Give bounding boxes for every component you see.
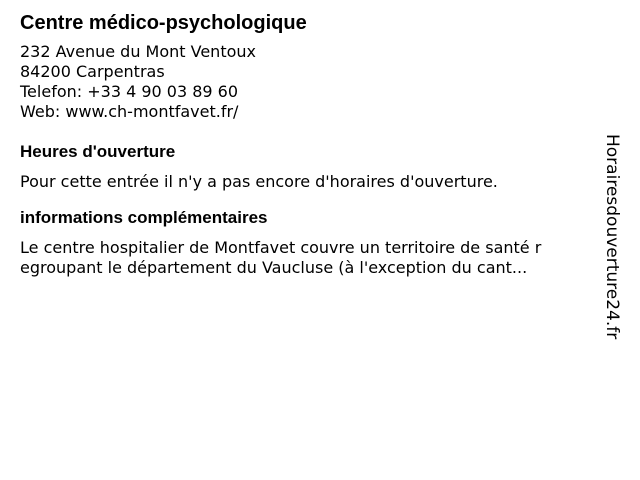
additional-info-text	[20, 238, 595, 278]
site-brand-vertical: Horairesdouverture24.fr	[602, 134, 622, 340]
website-link[interactable]: Web: www.ch-montfavet.fr/	[20, 102, 239, 121]
place-card	[20, 10, 595, 278]
opening-hours-text: Pour cette entrée il n'y a pas encore d'horaires d'ouverture.	[20, 172, 498, 191]
additional-info-line-2: egroupant le département du Vaucluse (à l'exception du cant...	[20, 258, 528, 277]
phone-number[interactable]: Telefon: +33 4 90 03 89 60	[20, 82, 239, 101]
place-title: Centre médico-psychologique	[20, 12, 307, 34]
address-street: 232 Avenue du Mont Ventoux	[20, 42, 256, 61]
opening-hours-heading: Heures d'ouverture	[20, 142, 176, 161]
additional-info-heading: informations complémentaires	[20, 208, 268, 227]
additional-info-line-1: Le centre hospitalier de Montfavet couvre un territoire de santé r	[20, 238, 542, 257]
address-city: 84200 Carpentras	[20, 62, 165, 81]
